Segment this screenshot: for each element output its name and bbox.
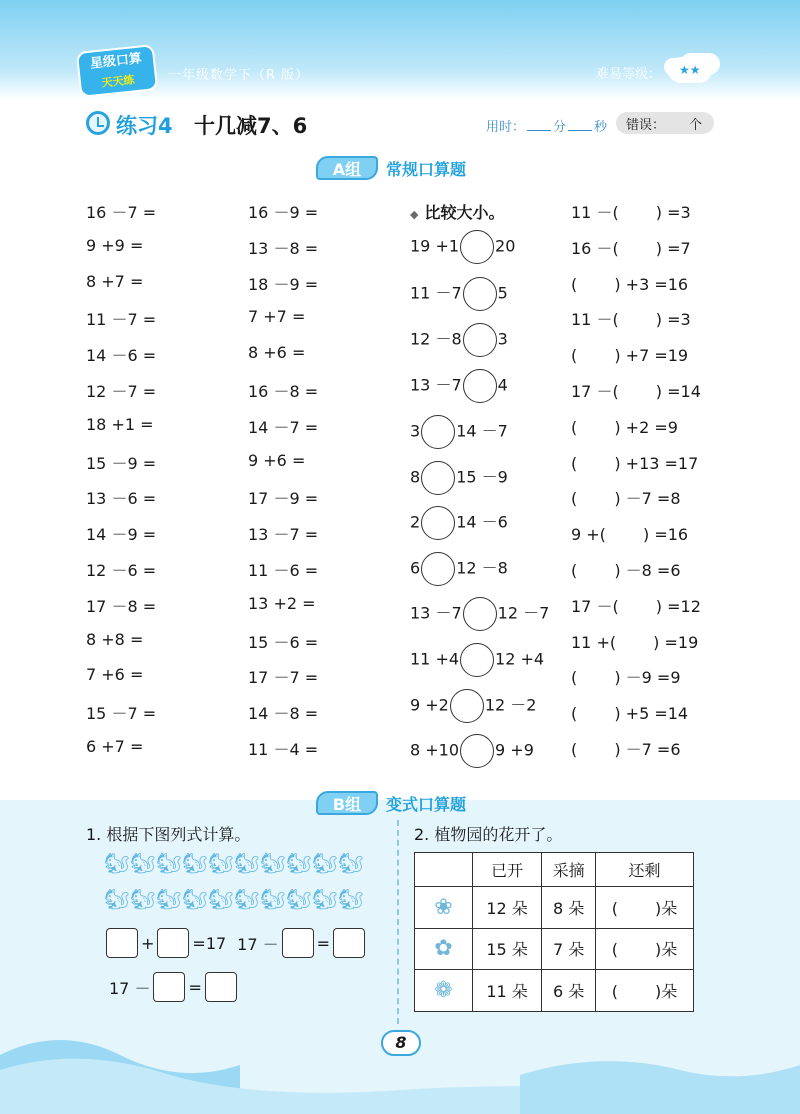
problem-item[interactable]: ( ) +3 =16 [571, 274, 689, 294]
remaining-blank[interactable]: ( )朵 [596, 970, 694, 1012]
compare-circle[interactable] [421, 552, 455, 586]
problem-item[interactable]: 15 －6 = [248, 632, 319, 652]
answer-box[interactable] [153, 972, 185, 1002]
flower-table [414, 852, 694, 1012]
time-used: 用时： 分 秒 [486, 120, 608, 135]
answer-box[interactable] [205, 972, 237, 1002]
squirrel-icon: 🐿 [130, 851, 156, 875]
second-blank[interactable] [568, 119, 592, 131]
book-subtitle: 一年级数学下（R 版） [168, 68, 310, 83]
squirrel-icon: 🐿 [260, 851, 286, 875]
exercise-title-row [86, 108, 716, 140]
dashed-divider [397, 820, 399, 1024]
squirrel-icon: 🐿 [312, 851, 338, 875]
squirrel-icon: 🐿 [130, 887, 156, 911]
problem-item[interactable]: ( ) +13 =17 [571, 453, 699, 473]
compare-circle[interactable] [460, 230, 494, 264]
compare-title: ◆ 比较大小。 [410, 203, 505, 222]
exercise-number: 练习4 [116, 114, 173, 138]
squirrel-illustration [104, 852, 374, 924]
brand-logo: 星级口算 天天练 [76, 44, 158, 98]
problem-item[interactable]: 12 －7 = [86, 382, 157, 401]
squirrel-icon: 🐿 [208, 851, 234, 875]
squirrel-icon: 🐿 [104, 887, 130, 911]
problem-item[interactable]: 11 －( ) =3 [571, 203, 691, 222]
page-number: 8 [381, 1030, 421, 1056]
rose-icon: ❀ [415, 887, 473, 929]
compare-item: 19 +1 20 [410, 230, 515, 264]
compare-item: 6 12 －8 [410, 552, 508, 586]
compare-item: 13 －7 12 －7 [410, 597, 549, 631]
problem-item[interactable]: 11 －4 = [248, 740, 319, 759]
group-a-title: 常规口算题 [386, 159, 467, 179]
problem-item[interactable]: ( ) －9 =9 [571, 668, 681, 688]
problem-item[interactable]: 13 －7 = [248, 525, 319, 545]
compare-circle[interactable] [463, 277, 497, 311]
compare-item: 13 －7 4 [410, 369, 508, 403]
problem-item[interactable]: 9 +9 = [86, 235, 144, 255]
alarm-clock-icon [86, 111, 110, 135]
problem-item[interactable]: 9 +( ) =16 [571, 525, 689, 545]
squirrel-icon: 🐿 [234, 851, 260, 875]
compare-circle[interactable] [421, 506, 455, 540]
problem-item[interactable]: 17 －8 = [86, 596, 157, 616]
problem-item[interactable]: 13 －6 = [86, 489, 157, 509]
question-2: 2. 植物园的花开了。 [414, 825, 563, 844]
header-opened: 已开 [473, 853, 542, 887]
equation-row-1: + =17 17 － = [106, 928, 365, 958]
problem-item[interactable]: 18 －9 = [248, 274, 319, 294]
compare-item: 11 +4 12 +4 [410, 643, 544, 677]
problem-item[interactable]: 15 －7 = [86, 704, 157, 724]
compare-item: 8 +10 9 +9 [410, 734, 534, 768]
compare-circle[interactable] [463, 323, 497, 357]
problem-item[interactable]: 12 －6 = [86, 561, 157, 580]
problem-item[interactable]: 14 －8 = [248, 704, 319, 724]
answer-box[interactable] [157, 928, 189, 958]
problem-item[interactable]: 8 +7 = [86, 271, 144, 291]
compare-circle[interactable] [421, 461, 455, 495]
equation-row-2: 17 － = [106, 972, 237, 1002]
problem-item[interactable]: 14 －7 = [248, 417, 319, 437]
problem-item[interactable]: 7 +6 = [86, 665, 144, 685]
minute-blank[interactable] [527, 119, 551, 131]
problem-item[interactable]: 16 －( ) =7 [571, 238, 691, 258]
difficulty-label: 难易等级： [596, 67, 662, 82]
compare-item: 12 －8 3 [410, 323, 508, 357]
problem-item[interactable]: 7 +7 = [248, 307, 306, 327]
compare-item: 8 15 －9 [410, 461, 508, 495]
squirrel-icon: 🐿 [156, 887, 182, 911]
lotus-icon: ✿ [415, 928, 473, 970]
problem-item[interactable]: ( ) +5 =14 [571, 704, 689, 724]
compare-item: 9 +2 12 －2 [410, 689, 537, 723]
diamond-icon: ◆ [410, 208, 419, 221]
error-count-field[interactable]: 错误： 个 [616, 112, 714, 134]
problem-item[interactable]: 18 +1 = [86, 414, 154, 434]
squirrel-icon: 🐿 [208, 887, 234, 911]
problem-item[interactable]: 16 －7 = [86, 203, 157, 222]
problem-item[interactable]: 11 －6 = [248, 561, 319, 580]
table-row: ❀ 12 朵 8 朵 ( )朵 [415, 887, 694, 929]
remaining-blank[interactable]: ( )朵 [596, 928, 694, 970]
remaining-blank[interactable]: ( )朵 [596, 887, 694, 929]
exercise-topic: 十几减7、6 [194, 114, 308, 138]
squirrel-icon: 🐿 [338, 887, 364, 911]
problem-item[interactable]: 14 －6 = [86, 346, 157, 366]
problem-item[interactable]: 11 +( ) =19 [571, 632, 699, 652]
problem-item[interactable]: ( ) －8 =6 [571, 561, 681, 580]
answer-box[interactable] [106, 928, 138, 958]
problem-item[interactable]: 15 －9 = [86, 453, 157, 473]
group-b-badge: B组 [316, 791, 378, 815]
squirrel-icon: 🐿 [338, 851, 364, 875]
group-a-badge: A组 [316, 156, 378, 180]
header-remaining: 还剩 [596, 853, 694, 887]
problem-item[interactable]: ( ) +7 =19 [571, 346, 689, 366]
header-picked: 采摘 [542, 853, 596, 887]
group-b-header [316, 790, 466, 816]
problem-item[interactable]: ( ) －7 =6 [571, 740, 681, 759]
table-row: ❁ 11 朵 6 朵 ( )朵 [415, 970, 694, 1012]
squirrel-icon: 🐿 [312, 887, 338, 911]
compare-circle[interactable] [421, 415, 455, 449]
answer-box[interactable] [333, 928, 365, 958]
answer-box[interactable] [282, 928, 314, 958]
compare-circle[interactable] [463, 369, 497, 403]
group-a-header [316, 155, 466, 181]
squirrel-icon: 🐿 [104, 851, 130, 875]
problem-item[interactable]: 17 －7 = [248, 668, 319, 688]
problem-item[interactable]: ( ) +2 =9 [571, 417, 678, 437]
squirrel-icon: 🐿 [234, 887, 260, 911]
table-row: ✿ 15 朵 7 朵 ( )朵 [415, 928, 694, 970]
problem-item[interactable]: 8 +8 = [86, 629, 144, 649]
problem-item[interactable]: 11 －7 = [86, 310, 157, 330]
compare-circle[interactable] [463, 597, 497, 631]
problem-item[interactable]: 16 －9 = [248, 203, 319, 222]
squirrel-icon: 🐿 [182, 887, 208, 911]
squirrel-icon: 🐿 [156, 851, 182, 875]
squirrel-icon: 🐿 [286, 887, 312, 911]
problem-item[interactable]: 6 +7 = [86, 737, 144, 756]
squirrel-icon: 🐿 [260, 887, 286, 911]
lily-icon: ❁ [415, 970, 473, 1012]
problem-item[interactable]: 11 －( ) =3 [571, 310, 691, 330]
problem-item[interactable]: 9 +6 = [248, 450, 306, 470]
squirrel-icon: 🐿 [286, 851, 312, 875]
problem-item[interactable]: 14 －9 = [86, 525, 157, 545]
problem-item[interactable]: 13 －8 = [248, 238, 319, 258]
problem-item[interactable]: 8 +6 = [248, 343, 306, 363]
problem-item[interactable]: ( ) －7 =8 [571, 489, 681, 509]
compare-item: 3 14 －7 [410, 415, 508, 449]
problem-item[interactable]: 17 －( ) =14 [571, 382, 701, 401]
compare-item: 11 －7 5 [410, 277, 508, 311]
problem-item[interactable]: 17 －9 = [248, 489, 319, 509]
problem-item[interactable]: 16 －8 = [248, 382, 319, 401]
problem-item[interactable]: 13 +2 = [248, 593, 316, 613]
problem-item[interactable]: 17 －( ) =12 [571, 596, 701, 616]
difficulty-cloud-icon [668, 57, 712, 83]
group-b-title: 变式口算题 [386, 794, 467, 814]
compare-item: 2 14 －6 [410, 506, 508, 540]
compare-circle[interactable] [450, 689, 484, 723]
compare-circle[interactable] [460, 734, 494, 768]
squirrel-icon: 🐿 [182, 851, 208, 875]
question-1: 1. 根据下图列式计算。 [86, 825, 251, 844]
compare-circle[interactable] [460, 643, 494, 677]
difficulty-stars: ★★ [679, 63, 701, 77]
